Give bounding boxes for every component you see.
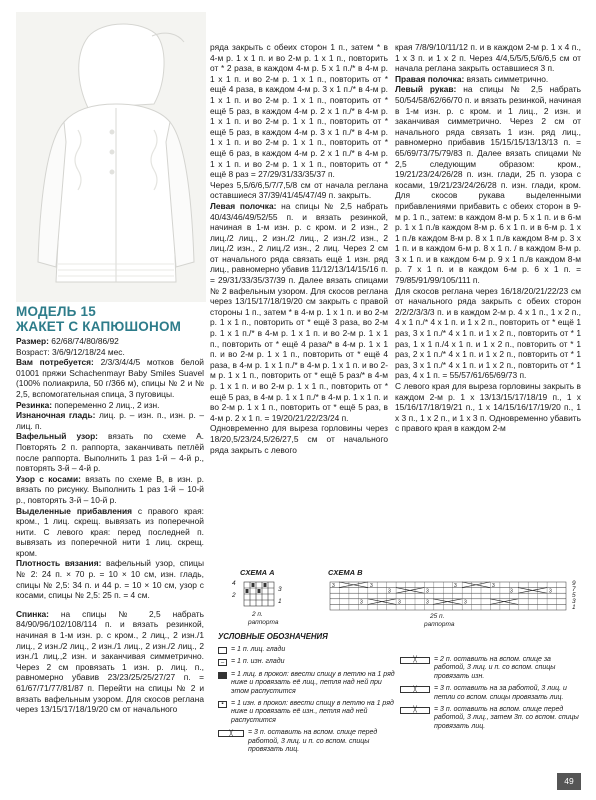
svg-text:3: 3 [332,582,335,589]
legend-title: УСЛОВНЫЕ ОБОЗНАЧЕНИЯ [218,632,328,641]
spacer [16,601,204,609]
svg-text:3: 3 [370,582,373,589]
legend-text: = 3 п. оставить на вспом. спице перед работой, 3 лиц. и п. со вспом. спицы провязать лиц. [248,729,378,754]
knit-stitch-icon [218,647,227,654]
svg-text:3: 3 [426,599,429,606]
svg-text:3: 3 [510,588,513,595]
scheme-b-row: 5 [572,592,576,599]
paragraph-text: 2/3/3/4/4/5 мотков белой 01001 пряжи Schachenmayr Baby Smiles Suavel (100% полиакрила, 50 г/366 м), спицы № 2 и № 2,5, вспомогательная спица, 3 пуговицы. [16,357,204,399]
svg-text:3: 3 [388,588,391,595]
text-column-3 [395,42,581,434]
paragraph-text: на спицы № 2,5 набрать 84/90/96/102/108/114 п. и вязать резинкой, начиная в 1-м изн. р. с кром., 2 лиц., 2 изн./1 лиц., 2 изн./2 лиц., 2 изн./1 лиц., 2 изн./2 лиц., 2 изн./1 лиц.,2 изн. и заканчивая симметрично. Через 2 см провязать 1 изн. р. лиц. п., равномерно убавив 23/23/25/25/27/27 п. = 61/67/71/77/81/87 п. Перейти на спицы № 2 и вязать вафельным узором. Для скосов реглана через 13/15/17/18/19/20 см от начального [16,608,204,715]
jacket-photo [16,12,206,302]
paragraph [16,506,204,559]
scheme-b-label: СХЕМА В [328,568,363,577]
legend-item [400,706,582,731]
svg-text:3: 3 [549,588,552,595]
purl-below-icon: ▪ [218,701,227,708]
scheme-a-rapport-word: раппорта [248,619,279,626]
scheme-a-row: 1 [278,598,282,605]
scheme-a-row: 2 [232,592,236,599]
paragraph-text: края 7/8/9/10/11/12 п. и в каждом 2-м р. 1 х 4 п., 1 х 3 п. и 1 х 2 п. Через 4/4,5/5/5,5/6/6,5 см от начала реглана закрыть оставшиеся 3 п. [395,42,581,74]
cable-front-six-icon: ╳ [400,707,430,714]
scheme-b-row: 9 [572,580,576,587]
legend-text: = 1 п. изн. глади [231,658,285,666]
paragraph-text: вязать по схеме В, в изн. р. вязать по рисунку. Выполнить 1 раз 1-й – 10-й р., повторять 3-й – 10-й р. [16,473,204,505]
paragraph [16,336,204,347]
paragraph [210,423,388,455]
scheme-b-row: 3 [572,598,576,605]
paragraph-text: лиц. р. – изн. п., изн. р. – лиц. п. [16,410,204,431]
paragraph-text: вафельный узор, спицы № 2: 24 п. × 70 р. = 10 × 10 см, изн. гладь, спицы № 2,5: 34 п. и 44 р. = 10 × 10 см, узор с косами, спицы № 2,5: 25 п. = 4 см. [16,558,204,601]
paragraph-heading: Резинка: [16,399,53,410]
cable-front-icon: ╳ [218,730,244,737]
paragraph [16,400,204,411]
paragraph [16,347,204,358]
text-column-1 [16,336,204,715]
paragraph [395,84,581,285]
legend-item [218,646,396,654]
paragraph-text: С левого края для выреза горловины закрыть в каждом 2-м р. 1 х 13/13/15/17/18/19 п., 1 х 15/16/17/18/19/21 п., 1 х 14/15/16/17/19/20 п., 1 х 3 п., 1 х 2 п., и 1 х 3 п. Одновременно убавить с правого края в каждом 2-м [395,381,581,434]
svg-text:3: 3 [398,599,401,606]
paragraph-text: Для скосов реглана через 16/18/20/21/22/23 см от начального ряда закрыть с обеих сторон 2/2/2/3/3/3 п. и в каждом 2-м р. 4 х 1 п., 1 х 2 п., 4 х 1 п./* 4 х 1 п. и 1 х 2 п., повторить от * ещё 1 раз, 3 х 1 п./* 4 х 1 п. и 1 х 2 п., повторить от * 1 раз, 1 х 1 п./4 х 1 п. и 1 х 2 п., повторить от * 1 раз, 2 х 1 п./* 4 х 1 п. и 1 х 2 п., повторить от * 1 раз, 3 х 1 п./* 4 х 1 п. и 1 х 2 п., повторить от * 1 раз, 4 х 1 п. = 55/57/61/65/69/73 п. [395,285,581,381]
svg-text:3: 3 [360,599,363,606]
paragraph-heading: Плотность вязания: [16,558,102,569]
legend-item [400,685,582,702]
paragraph-text: вязать по схеме А. Повторять 2 п. раппорта, заканчивать петлёй после раппорта. Выполнить 1 раз 1-й – 4-й р., повторять 3-й – 4-й р. [16,431,205,474]
paragraph-text: с правого края: кром., 1 лиц. скрещ. вывязать из поперечной нити. С левого края: перед последней п. вывязать из поперечной нити 1 лиц. скрещ. кром. [16,505,204,558]
legend-item [218,729,396,754]
legend-text: = 1 лиц. в прокол: ввести спицу в петлю на 1 ряд ниже и провязать её лиц., петля над ней при этом распустится [231,670,395,695]
scheme-b-rapport-word: раппорта [424,621,455,628]
scheme-a-rapport: 2 п. [252,611,263,618]
scheme-a-label: СХЕМА А [240,568,275,577]
knit-below-icon [218,672,227,679]
scheme-b-rapport: 25 п. [430,613,445,620]
paragraph-text: на спицы № 2,5 набрать 40/43/46/49/52/55 п. и вязать резинкой, начиная в 1-м изн. р. с кром. и 2 изн., 2 лиц./2 лиц., 2 изн./2 лиц., 2 изн./2 изн., 2 лиц./2 изн., 2 лиц./2 изн., 2 лиц. Через 2 см от начального ряда связать ещё 1 изн. ряд лиц., равномерно убавив 11/12/13/14/15/16 п. = 29/31/33/35/37/39 п. Далее вязать спицами № 2 вафельным узором. Для скосов реглана через 13/15/17/18/19/20 см закрыть с правой стороны 1 п., затем * в 4-м р. 1 х 1 п. и во 2-м р. 1 х 1 п., повторить от * ещё 3 раза, во 2-м р. 1 х 1 п./* в 4-м р. 1 х 1 п. и во 2-м р. 1 х 1 п., повторить от * ещё 4 раза/* в 4-м р. 1 х 1 п. и во 2-м р. 1 х 1 п., повторить от * ещё 4 раза, в 4-м р. 1 х 1 п./* в 4-м р. 1 х 1 п. и во 2-м р. 1 х 1 п., повторить от * ещё 5 раз/* в 4-м р. 1 х 1 п. и во 2-м р. 1 х 1 п., повторить от * ещё 5 раз, в 4-м р. 1 х 1 п./* в 4-м р. 1 х 1 п. и во 2-м р. 1 х 1 п., повторить от * ещё 5 раз, в 4-м р. 2 х 1 п. = 19/20/21/22/23/24 п. [210,200,389,423]
scheme-b-row: 7 [572,586,576,593]
paragraph [395,42,581,74]
svg-text:3: 3 [464,599,467,606]
paragraph-text: Через 5,5/6/6,5/7/7,5/8 см от начала реглана оставшиеся 37/39/41/45/47/49 п. закрыть. [210,179,388,201]
paragraph-text: ряда закрыть с обеих сторон 1 п., затем * в 4-м р. 1 х 1 п. и во 2-м р. 1 х 1 п., повторить от * 2 раза, в каждом 4-м р. 5 х 1 п./* в 4-м р. 1 х 1 п. и во 2-м р. 1 х 1 п., повторить от * ещё 4 раза, в каждом 4-м р. 3 х 1 п./* в 4-м р. 1 х 1 п. и во 2-м р. 1 х 1 п., повторить от * ещё 5 раз, в каждом 4-м р. 2 х 1 п./* в 4-м р. 1 х 1 п. и во 2-м р. 1 х 1 п., повторить от * ещё 5 раз, в каждом 4-м р. 3 х 1 п./* в 4-м р. 1 х 1 п. и во 2-м р. 1 х 1 п., повторить от * ещё 6 раз, в каждом 4-м р. 2 х 1 п./* в 4-м р. 1 х 1 п. и во 2-м р. 1 х 1 п., повторить от * ещё 8 раз = 27/29/31/33/35/37 п. [210,42,388,180]
legend-item [400,656,582,681]
legend-text: = 3 п. оставить на вспом. спице перед работой, 3 лиц., затем 3п. со вспом. спицы провязать лиц. [434,706,579,730]
scheme-b-row: 1 [572,604,576,611]
paragraph-text: попеременно 2 лиц., 2 изн. [52,399,160,410]
paragraph-heading: Правая полочка: [395,73,465,84]
knitting-schemes [218,568,583,630]
paragraph-heading: Левый рукав: [395,84,457,95]
paragraph [395,74,581,85]
legend-item [218,700,396,725]
paragraph [395,286,581,381]
paragraph [16,609,204,715]
model-title [16,304,204,334]
paragraph [210,180,388,201]
paragraph [210,201,388,423]
paragraph [16,474,204,506]
legend-text: = 3 п. оставить на за работой, 3 лиц. и петли со вспом. спицы провязать лиц. [434,685,567,701]
paragraph [16,357,204,399]
scheme-a-row: 3 [278,586,282,593]
paragraph-text: на спицы № 2,5 набрать 50/54/58/62/66/70 п. и вязать резинкой, начиная в 1-м изн. р. с кром. и 1 лиц., 2 изн. и заканчивая симметрично. Через 2 см от начального ряда связать 1 изн. ряд лиц., равномерно прибавив 15/15/15/13/13/13 п. = 65/69/73/75/79/83 п. Далее вязать спицами № 2,5 следующим образом: кром., 19/21/23/24/26/28 п. изн. глади, 25 п. узора с косами, 19/21/23/24/26/28 п. изн. глади, кром. Для скосов рукава выделенными прибавлениями прибавить с обеих сторон в 9-м р. 1 п., затем: в каждом 8-м р. 5 х 1 п. и в 6-м р. 1 х 1 п./в каждом 8-м р. 6 х 1 п. и в 6-м р. 1 х 1 п./в каждом 8-м р. 8 х 1 п./в каждом 8-м р. 3 х 1 п. и в каждом 6-м р. 8 х 1 п. / в каждом 8-м р. 3 х 1 п. и в каждом 6-м р. 9 х 1 п./в каждом 8-м р. 7 х 1 п. и в каждом 6-м р. 6 х 1 п. = 79/85/91/99/105/111 п. [395,84,581,286]
paragraph [16,558,204,600]
scheme-a-row: 4 [232,580,236,587]
legend-text: = 2 п. оставить на вспом. спице за работой, 3 лиц. и п. со вспом. спицы провязать изн. [434,656,556,680]
paragraph-text: вязать симметрично. [464,73,549,84]
paragraph [16,431,204,473]
paragraph-text: 62/68/74/80/86/92 [48,336,119,346]
paragraph-heading: Выделенные прибавления [16,505,132,516]
legend-item [218,658,396,666]
legend-text: = 1 п. лиц. глади [231,646,286,653]
page-number: 49 [557,773,581,790]
cable-back-purl-icon: ╳ [400,657,430,664]
scheme-a-grid [240,580,280,610]
model-number: МОДЕЛЬ 15 [16,304,96,319]
paragraph [395,381,581,434]
svg-text:3: 3 [492,582,495,589]
legend-left [218,646,396,758]
model-name: ЖАКЕТ С КАПЮШОНОМ [16,319,182,334]
scheme-b-grid [328,580,570,612]
paragraph-heading: Вам потребуется: [16,357,94,368]
cable-back-icon: ╳ [400,686,430,693]
purl-stitch-icon: – [218,659,227,666]
paragraph-heading: Узор с косами: [16,473,81,484]
paragraph [16,410,204,431]
paragraph-heading: Изнаночная гладь: [16,410,96,421]
paragraph [210,42,388,180]
legend-item [218,671,396,696]
paragraph-text: Возраст: 3/6/9/12/18/24 мес. [16,346,125,357]
legend-text: = 1 изн. в прокол: ввести спицу в петлю на 1 ряд ниже и провязать её изн., петля над ней распустится [231,700,394,724]
paragraph-heading: Левая полочка: [210,200,277,211]
legend-right [400,656,582,735]
paragraph-text: Одновременно для выреза горловины через 18/20,5/23/24,5/26/27,5 см от начального ряда закрыть с левого [210,423,388,455]
paragraph-heading: Спинка: [16,608,49,619]
paragraph-heading: Размер: [16,336,49,346]
text-column-2 [210,42,388,455]
svg-text:3: 3 [426,588,429,595]
paragraph-heading: Вафельный узор: [16,431,98,442]
svg-text:3: 3 [454,582,457,589]
